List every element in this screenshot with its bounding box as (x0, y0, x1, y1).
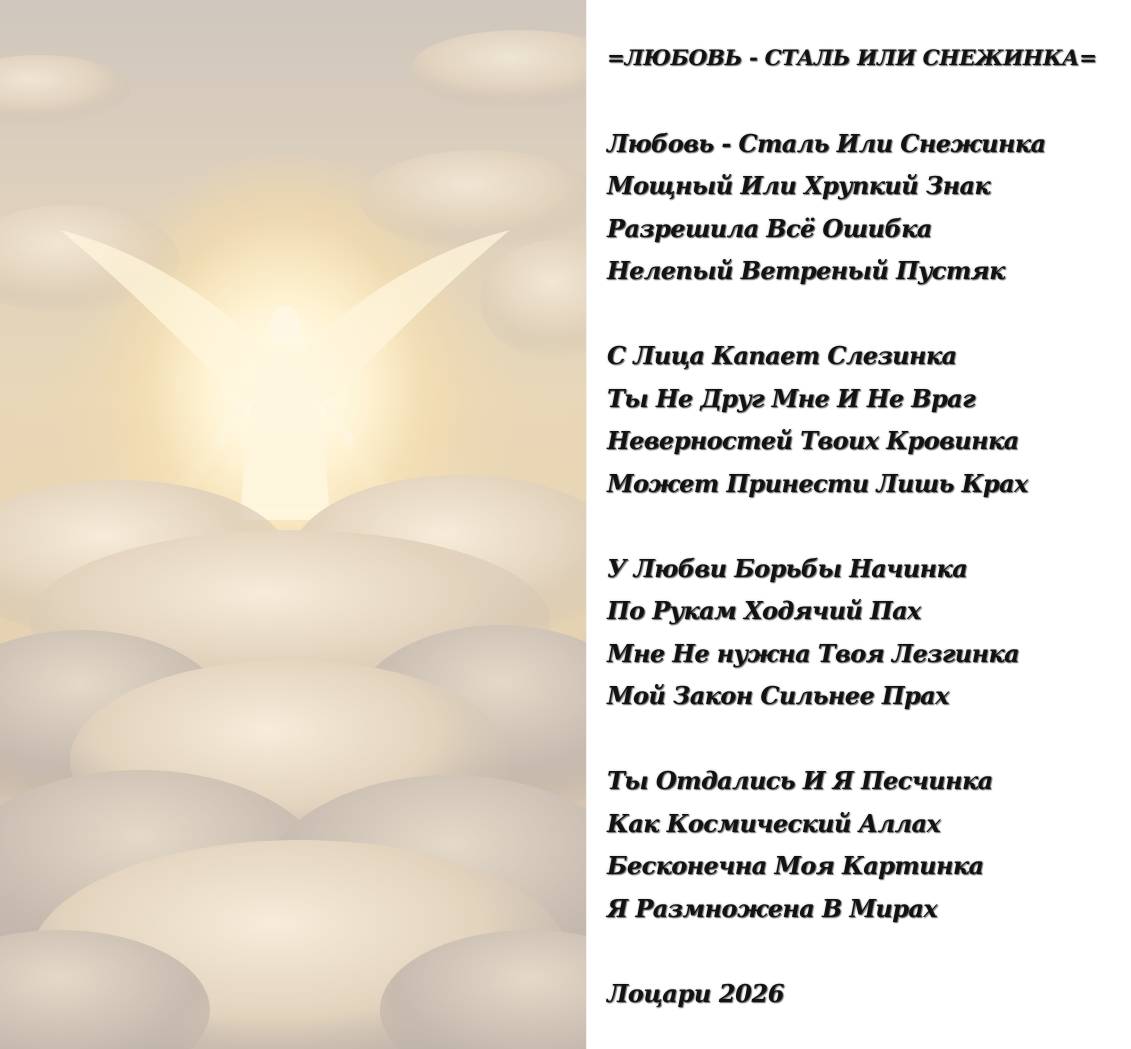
poem-line: Мне Не нужна Твоя Лезгинка (607, 638, 1020, 668)
poem-line: Я Размножена В Мирах (607, 893, 938, 923)
poem-line: Любовь - Сталь Или Снежинка (607, 128, 1046, 158)
divider (586, 0, 587, 1049)
poem-line: Мой Закон Сильнее Прах (607, 681, 949, 710)
poem-line: Как Космический Аллах (607, 808, 941, 838)
poem-line: Нелепый Ветреный Пустяк (607, 256, 1005, 285)
poem-line: Ты Отдались И Я Песчинка (607, 766, 993, 795)
stanza-3 (607, 548, 1122, 718)
poem-line: У Любви Борьбы Начинка (607, 553, 968, 583)
poem-line: Может Принести Лишь Крах (607, 468, 1028, 498)
poem-line: Разрешила Всё Ошибка (607, 213, 932, 243)
poem-line: Мощный Или Хрупкий Знак (607, 171, 991, 200)
poem-line: С Лица Капает Слезинка (607, 341, 957, 370)
signature: Лоцари 2026 (607, 978, 785, 1008)
stanza-1 (607, 123, 1122, 293)
poem-line: По Рукам Ходячий Пах (607, 596, 921, 625)
poem-title: =ЛЮБОВЬ - СТАЛЬ ИЛИ СНЕЖИНКА= (607, 46, 1097, 71)
poem-panel (607, 38, 1122, 1015)
poem-line: Неверностей Твоих Кровинка (607, 426, 1019, 455)
stanza-2 (607, 335, 1122, 505)
stanza-4 (607, 760, 1122, 930)
poem-line: Ты Не Друг Мне И Не Враг (607, 383, 976, 413)
poem-line: Бесконечна Моя Картинка (607, 851, 984, 880)
lower-clouds (0, 475, 586, 1049)
